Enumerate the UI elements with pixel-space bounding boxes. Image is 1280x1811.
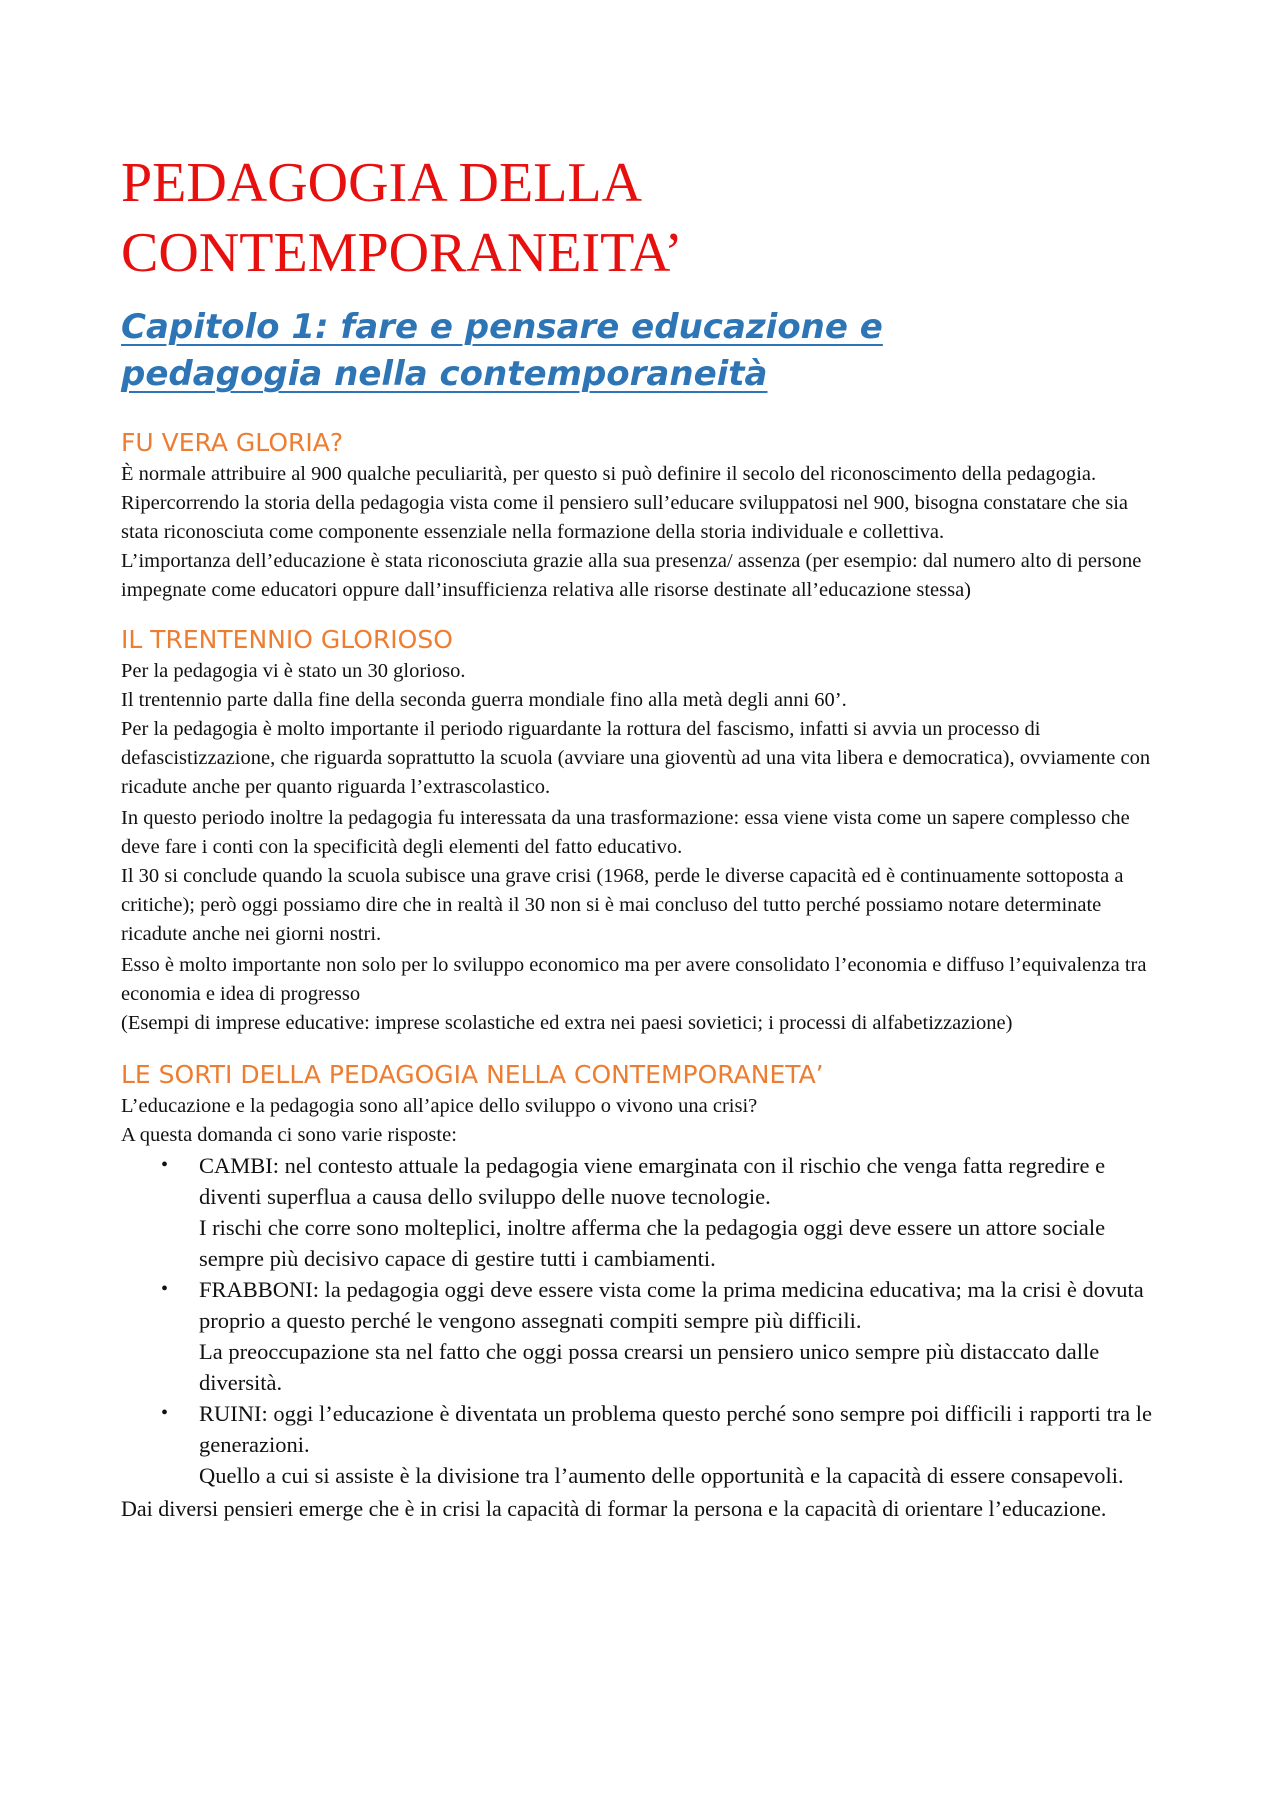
section-heading: FU VERA GLORIA? (121, 428, 344, 457)
chapter-line-2: pedagogia nella contemporaneità (121, 354, 768, 394)
list-item-extra: La preoccupazione sta nel fatto che oggi possa crearsi un pensiero unico sempre più distaccato dalle diversità. (199, 1339, 1100, 1395)
opinions-list (121, 1150, 1170, 1491)
paragraph: Esso è molto importante non solo per lo sviluppo economico ma per avere consolidato l’economia e diffuso l’equivalenza tra economia e idea di progresso (121, 954, 1147, 1005)
list-item-text: CAMBI: nel contesto attuale la pedagogia viene emarginata con il rischio che venga fatta regredire e diventi superflua a causa dello sviluppo delle nuove tecnologie. (199, 1153, 1106, 1209)
paragraph: A questa domanda ci sono varie risposte: (121, 1124, 457, 1146)
paragraph: L’importanza dell’educazione è stata riconosciuta grazie alla sua presenza/ assenza (per esempio: dal numero alto di persone impegnate come educatori oppure dall’insufficienza relativa alle risorse destinate all’educazione stessa) (121, 550, 1142, 601)
paragraph: Per la pedagogia è molto importante il periodo riguardante la rottura del fascismo, infatti si avvia un processo di defascistizzazione, che riguarda soprattutto la scuola (avviare una gioventù ad una vita libera e democratica), ovviamente con ricadute anche per quanto riguarda l’extrascolastico. (121, 718, 1151, 798)
paragraph: L’educazione e la pedagogia sono all’apice dello sviluppo o vivono una crisi? (121, 1095, 758, 1117)
paragraph: Il trentennio parte dalla fine della seconda guerra mondiale fino alla metà degli anni 60’. (121, 689, 847, 711)
paragraph: In questo periodo inoltre la pedagogia fu interessata da una trasformazione: essa viene vista come un sapere complesso che deve fare i conti con la specificità degli elementi del fatto educativo. (121, 807, 1130, 858)
document-title (121, 148, 1170, 288)
list-item-text: FRABBONI: la pedagogia oggi deve essere vista come la prima medicina educativa; ma la crisi è dovuta proprio a questo perché le vengono assegnati compiti sempre più difficili. (199, 1277, 1144, 1333)
list-item (161, 1398, 1170, 1491)
paragraph: (Esempi di imprese educative: imprese scolastiche ed extra nei paesi sovietici; i processi di alfabetizzazione) (121, 1012, 1013, 1034)
bullet-icon: • (161, 1278, 169, 1300)
title-line-1: PEDAGOGIA DELLA (121, 152, 643, 214)
section-heading: LE SORTI DELLA PEDAGOGIA NELLA CONTEMPORANETA’ (121, 1060, 824, 1089)
section-fu-vera-gloria (121, 426, 1170, 605)
section-sorti-pedagogia (121, 1058, 1170, 1524)
paragraph: Per la pedagogia vi è stato un 30 glorioso. (121, 660, 466, 682)
list-item-text: RUINI: oggi l’educazione è diventata un problema questo perché sono sempre poi difficili i rapporti tra le generazioni. (199, 1401, 1153, 1457)
list-item-extra: I rischi che corre sono molteplici, inoltre afferma che la pedagogia oggi deve essere un attore sociale sempre più decisivo capace di gestire tutti i cambiamenti. (199, 1215, 1106, 1271)
title-line-2: CONTEMPORANEITA’ (121, 222, 683, 284)
paragraph: È normale attribuire al 900 qualche peculiarità, per questo si può definire il secolo del riconoscimento della pedagogia. (121, 463, 1097, 485)
chapter-line-1: Capitolo 1: fare e pensare educazione e (121, 307, 883, 347)
list-item-extra: Quello a cui si assiste è la divisione tra l’aumento delle opportunità e la capacità di essere consapevoli. (199, 1463, 1124, 1488)
section-heading: IL TRENTENNIO GLORIOSO (121, 625, 453, 654)
bullet-icon: • (161, 1402, 169, 1424)
paragraph: Ripercorrendo la storia della pedagogia vista come il pensiero sull’educare sviluppatosi nel 900, bisogna constatare che sia stata riconosciuta come componente essenziale nella formazione della storia individuale e collettiva. (121, 492, 1129, 543)
section-trentennio-glorioso (121, 623, 1170, 1038)
closing-paragraph: Dai diversi pensieri emerge che è in crisi la capacità di formar la persona e la capacità di orientare l’educazione. (121, 1496, 1107, 1521)
bullet-icon: • (161, 1154, 169, 1176)
list-item (161, 1274, 1170, 1398)
paragraph: Il 30 si conclude quando la scuola subisce una grave crisi (1968, perde le diverse capacità ed è continuamente sottoposta a critiche); però oggi possiamo dire che in realtà il 30 non si è mai concluso del tutto perché possiamo notare determinate ricadute anche nei giorni nostri. (121, 865, 1124, 945)
list-item (161, 1150, 1170, 1274)
chapter-heading (121, 304, 1041, 398)
